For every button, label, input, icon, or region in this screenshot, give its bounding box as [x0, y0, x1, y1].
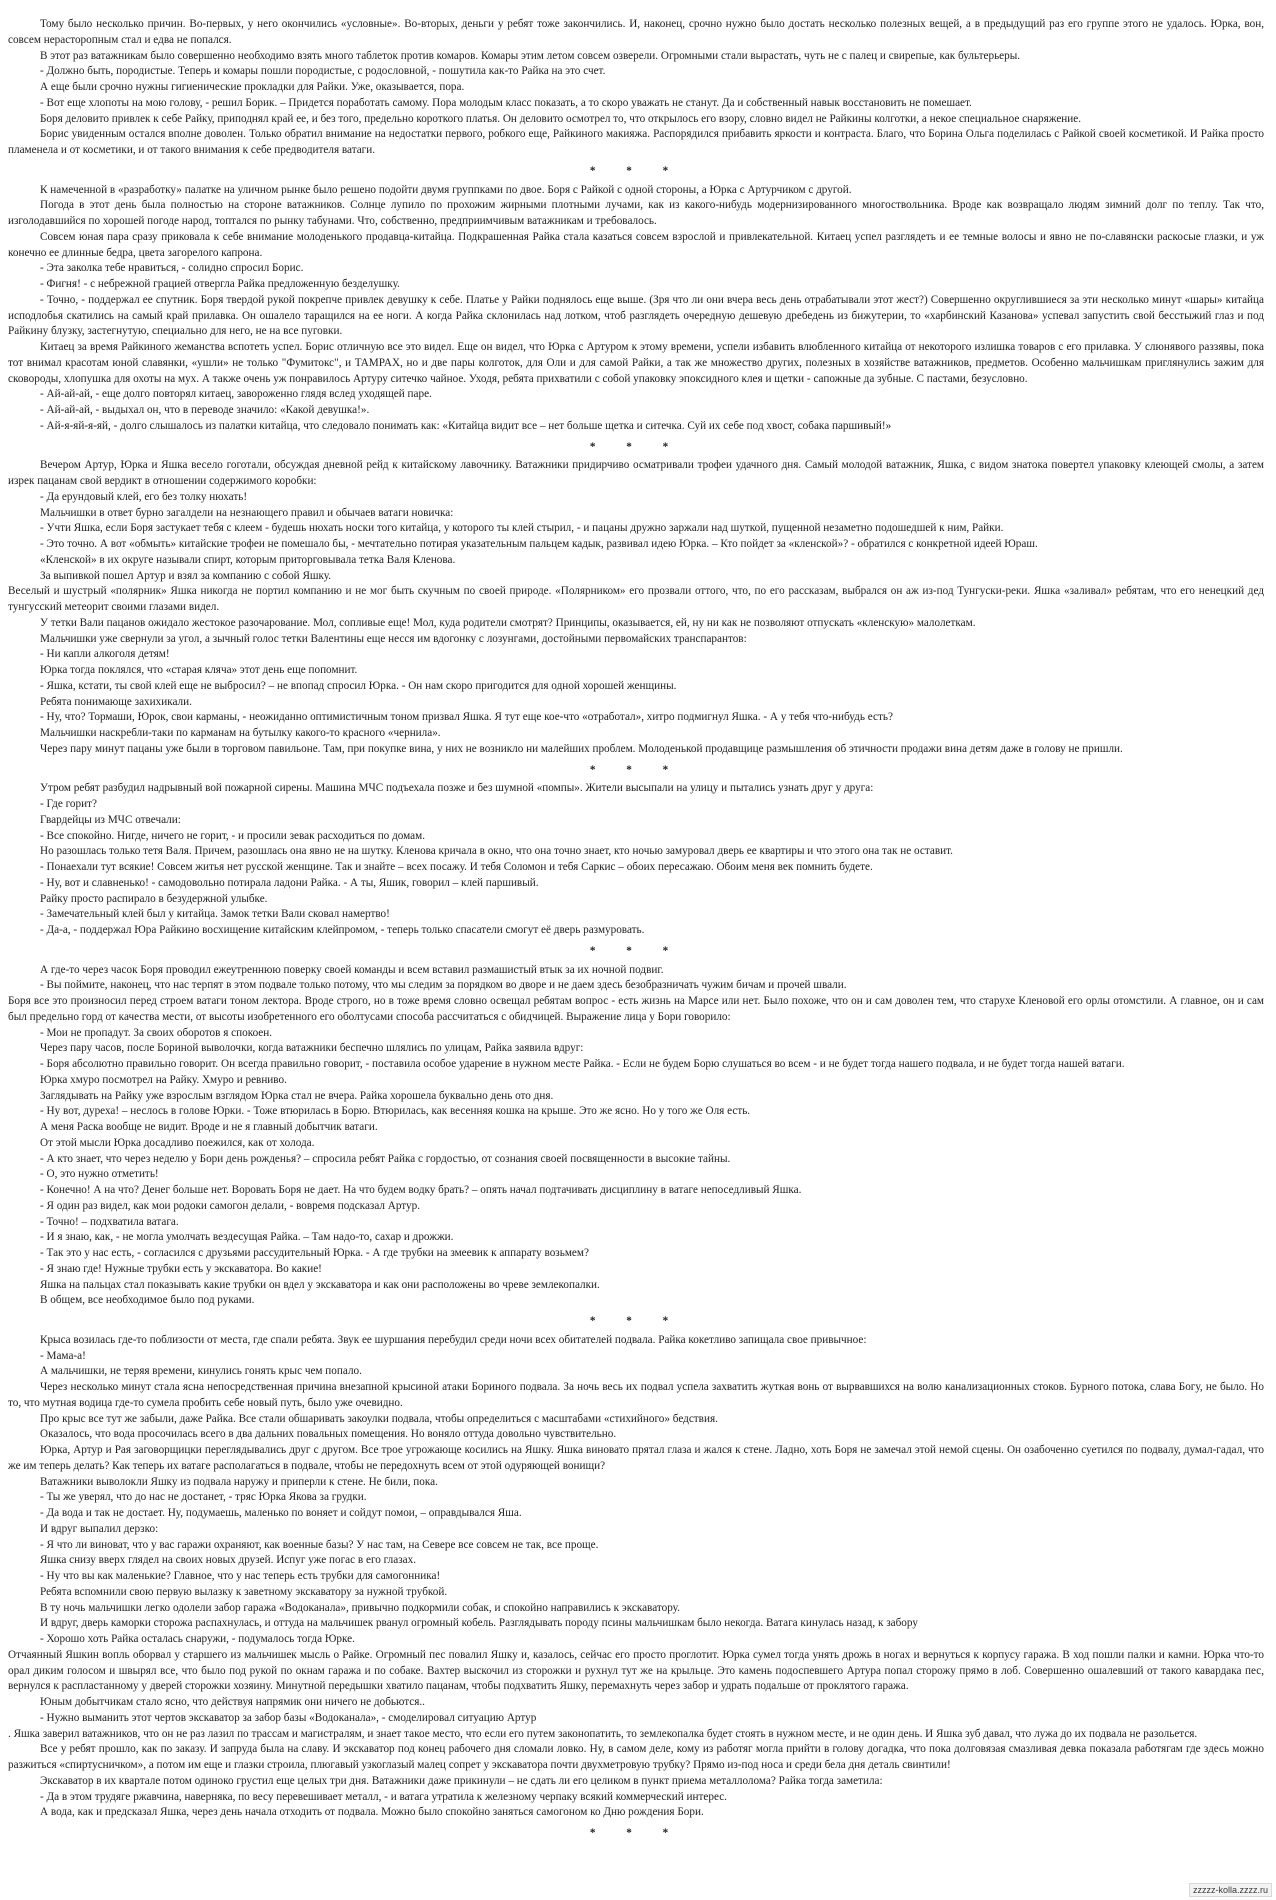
- paragraph: Яшка на пальцах стал показывать какие трубки он вдел у экскаватора и как они расположены во чреве землекопалки.: [40, 1278, 600, 1291]
- section-separator: * * *: [589, 1827, 683, 1839]
- paragraph: - Ну, вот и славненько! - самодовольно потирала ладони Райка. - А ты, Яшик, говорил – клей паршивый.: [40, 876, 539, 889]
- paragraph: - Да ерундовый клей, его без толку нюхать!: [40, 490, 248, 503]
- paragraph: - Ни капли алкоголя детям!: [40, 648, 170, 661]
- paragraph: В ту ночь мальчишки легко одолели забор гаража «Водоканала», привычно подкормили собак, и спокойно направились к экскаватору.: [40, 1601, 680, 1614]
- paragraph: И вдруг выпалил дерзко:: [40, 1522, 159, 1535]
- paragraph: Ребята понимающе захихикали.: [40, 695, 192, 708]
- paragraph: - Эта заколка тебе нравиться, - солидно спросил Борис.: [40, 262, 304, 275]
- paragraph: Крыса возилась где-то поблизости от места, где спали ребята. Звук ее шуршания перебудил среди ночи всех обитателей подвала. Райка кокетливо запищала свое привычное:: [40, 1333, 867, 1346]
- paragraph: - Все спокойно. Нигде, ничего не горит, - и просили зевак расходиться по домам.: [40, 829, 425, 842]
- paragraph: Мальчишки в ответ бурно загалдели на незнающего правил и обычаев ватаги новичка:: [40, 506, 454, 519]
- document-body: [8, 17, 1264, 1845]
- paragraph: Мальчишки уже свернули за угол, а зычный голос тетки Валентины еще несся им вдогонку с лозунгами, достойными первомайских транспарантов:: [40, 632, 747, 645]
- paragraph: Погода в этот день была полностью на стороне ватажников. Солнце лупило по прохожим жирными плотными лучами, как из какого-нибудь модернизированного многоствольника. Вроде как возвращало людям зимний долг по теплу. Так что, изголодавшийся по хорошей погоде народ, топтался по рынку табунами. Что, собственно, предприимчивым ватажникам и требовалось.: [8, 199, 1264, 227]
- paragraph: - Нужно выманить этот чертов экскаватор за забор базы «Водоканала», - смоделировал ситуацию Артур: [40, 1711, 537, 1724]
- paragraph: - Понаехали тут всякие! Совсем житья нет русской женщине. Так и знайте – всех посажу. И тебя Соломон и тебя Саркис – обоих пересажаю. Обоим меня век помнить будете.: [40, 861, 873, 873]
- paragraph: - Учти Яшка, если Боря застукает тебя с клеем - будешь нюхать носки того китайца, у которого ты клей стырил, - и пацаны дружно заржали над шуткой, пущенной незаметно подошедшей к ним, Райки.: [40, 522, 1004, 535]
- paragraph: - Да-а, - поддержал Юра Райкино восхищение китайским клейпромом, - теперь только спасатели смогут её дверь размуровать.: [40, 924, 645, 936]
- paragraph: - Да вода и так не достает. Ну, подумаешь, маленько по воняет и сойдут помои, – оправдывался Яша.: [40, 1507, 522, 1519]
- paragraph: - Вот еще хлопоты на мою голову, - решил Борик. – Придется поработать самому. Пора молодым класс показать, а то скоро уважать не станут. Да и собственный навык восстановить не помешает.: [40, 96, 972, 109]
- paragraph: - Конечно! А на что? Денег больше нет. Воровать Боря не дает. На что будем водку брать? – опять начал подтачивать дисциплину в ватаге непоседливый Яшка.: [40, 1184, 802, 1196]
- paragraph: - Я один раз видел, как мои родоки самогон делали, - вовремя подсказал Артур.: [40, 1199, 421, 1212]
- paragraph: Гвардейцы из МЧС отвечали:: [40, 813, 181, 826]
- paragraph: От этой мысли Юрка досадливо поежился, как от холода.: [40, 1136, 315, 1149]
- paragraph: - Ну, что? Тормаши, Юрок, свои карманы, - неожиданно оптимистичным тоном призвал Яшка. Я тут еще кое-что «отработал», хитро подмигнул Яшка. - А у тебя что-нибудь есть?: [40, 711, 893, 724]
- paragraph: - Фигня! - с небрежной грацией отвергла Райка предложенную безделушку.: [40, 278, 400, 290]
- section-separator: * * *: [589, 440, 683, 453]
- paragraph: - Должно быть, породистые. Теперь и комары пошли породистые, с родословной, - пошутила как-то Райка на это счет.: [40, 65, 606, 78]
- paragraph: В общем, все необходимое было под руками.: [40, 1294, 255, 1307]
- site-watermark: zzzzz-kolla.zzzz.ru: [1189, 1883, 1272, 1897]
- paragraph: Райку просто распирало в безудержной улыбке.: [40, 892, 268, 905]
- paragraph: За выпивкой пошел Артур и взял за компанию с собой Яшку.: [40, 569, 332, 582]
- paragraph: А еще были срочно нужны гигиенические прокладки для Райки. Уже, оказывается, пора.: [40, 81, 465, 93]
- paragraph: Яшка снизу вверх глядел на своих новых друзей. Испуг уже погас в его глазах.: [40, 1554, 417, 1567]
- paragraph: Боря все это произносил перед строем ватаги тоном лектора. Вроде строго, но в тоже время словно освещал ребятам вопрос - есть жизнь на Марсе или нет. Было похоже, что он и сам доволен тем, что старухе Кленовой его орлы отомстили. А главное, он и сам был предельно горд от качества мести, от высоты изобретенного его оболтусами способа рассчитаться с обидчицей. Выражение лица у Бори говорило:: [8, 995, 1264, 1023]
- paragraph: - Ай-я-яй-я-яй, - долго слышалось из палатки китайца, что следовало понимать как: «Китайца видит все – нет больше щетка и ситечка. Суй их себе под хвост, собака паршивый!»: [40, 419, 892, 432]
- paragraph: А где-то через часок Боря проводил ежеутреннюю поверку своей команды и всем вставил размашистый втык за их ночной подвиг.: [40, 963, 664, 976]
- paragraph: Ватажники выволокли Яшку из подвала наружу и приперли к стене. Не били, пока.: [40, 1475, 438, 1488]
- paragraph: - Точно! – подхватила ватага.: [40, 1215, 179, 1228]
- paragraph: У тетки Вали пацанов ожидало жестокое разочарование. Мол, сопливые еще! Мол, куда родители смотрят? Принципы, оказывается, ей, ну ни как не позволяют отпускать «кленскую» малолеткам.: [40, 616, 976, 629]
- paragraph: Юрка хмуро посмотрел на Райку. Хмуро и ревниво.: [40, 1073, 287, 1086]
- paragraph: Через пару минут пацаны уже были в торговом павильоне. Там, при покупке вина, у них не возникло ни малейших проблем. Молоденькой продавщице размышления об этичности продажи вина детям даже в голову не пришли.: [40, 742, 1123, 755]
- paragraph: Совсем юная пара сразу приковала к себе внимание молоденького продавца-китайца. Подкрашенная Райка стала казаться совсем взрослой и привлекательной. Китаец успел разглядеть и ее темные волосы и явно не по-славянски раскосые глазки, и уж конечно ее длинные бедра, цвета загорелого капрона.: [8, 230, 1264, 259]
- paragraph: Утром ребят разбудил надрывный вой пожарной сирены. Машина МЧС подъехала позже и без шумной «помпы». Жители высыпали на улицу и пытались узнать друг у друга:: [40, 782, 874, 795]
- section-separator: * * *: [589, 944, 683, 957]
- paragraph: Отчаянный Яшкин вопль оборвал у старшего из мальчишек мысль о Райке. Огромный пес повалил Яшку и, казалось, сейчас его просто проглотит. Юрка сумел тогда унять дрожь в ногах и вернуться к корпусу гаража. В ход пошли палки и камни. Юрка что-то орал диким голосом и швырял все, что было под рукой по окнам гаража и по собаке. Вахтер выскочил из сторожки и рухнул тут же на крыльце. Это камень подоспевшего Артура попал сторожу прямо в лоб. Совершенно ошалевший от такого кавардака пес, вернулся к распластанному у дверей сторожки хозяину. Минутной передышки хватило пацанам, чтобы подхватить Яшку, перемахнуть через забор и удрать подальше от проклятого гаража.: [8, 1648, 1264, 1693]
- paragraph: Все у ребят прошло, как по заказу. И запруда была на славу. И экскаватор под конец рабочего дня сломали ловко. Ну, в самом деле, кому из работяг могла прийти в голову догадка, что пока долговязая смазливая девка показала работягам где здесь можно разжиться «спиртусничком», а потом им еще и глазки строила, плюгавый узкоглазый малец сопрет у экскаватора почти двухметровую трубку? Прямо из-под носа и среди бела дня деталь свинтили!: [8, 1743, 1264, 1771]
- paragraph: Ребята вспомнили свою первую вылазку к заветному экскаватору за нужной трубкой.: [40, 1585, 448, 1598]
- paragraph: - Хорошо хоть Райка осталась снаружи, - подумалось тогда Юрке.: [40, 1633, 355, 1645]
- paragraph: Юным добытчикам стало ясно, что действуя напрямик они ничего не добьются..: [40, 1696, 425, 1708]
- paragraph: - Точно, - поддержал ее спутник. Боря твердой рукой покрепче привлек девушку к себе. Платье у Райки поднялось еще выше. (Зря что ли они вчера весь день отрабатывали этот жест?) Совершенно округлившиеся за эти несколько минут «шары» китайца исподлобья скатились на самый край прилавка. Он ошалело таращился на ее ноги. А когда Райка склонилась над лотком, чтоб разглядеть очередную дешевую дребедень из бижутерии, то «харбинский Казанова» успевал запустить свой бесстыжий глаз и под Райкину блузку, застегнутую, специально для него, не на все пуговки.: [8, 293, 1264, 338]
- paragraph: Тому было несколько причин. Во-первых, у него окончились «условные». Во-вторых, деньги у ребят тоже закончились. И, наконец, срочно нужно было достать несколько полезных вещей, а в предыдущий раз его группе этого не удалось. Юрка, вон, совсем нерасторопным стал и едва не попался.: [8, 18, 1264, 46]
- paragraph: А вода, как и предсказал Яшка, через день начала отходить от подвала. Можно было спокойно заняться самогоном ко Дню рождения Бори.: [40, 1806, 704, 1819]
- paragraph: - Вы поймите, наконец, что нас терпят в этом подвале только потому, что мы следим за порядком во дворе и не даем здесь безобразничать чужим бичам и прочей швали.: [40, 979, 847, 992]
- paragraph: - Это точно. А вот «обмыть» китайские трофеи не помешало бы, - мечтательно потирая указательным пальцем кадык, развивал идею Юрка. – Кто пойдет за «кленской»? - обратился с конкретной идеей Юраш.: [40, 538, 1038, 550]
- paragraph: - И я знаю, как, - не могла умолчать вездесущая Райка. – Там надо-то, сахар и дрожжи.: [40, 1231, 454, 1244]
- paragraph: Но разошлась только тетя Валя. Причем, разошлась она явно не на шутку. Кленова кричала в окно, что она точно знает, кто ночью замуровал дверь ее квартиры и что этого она так не оставит.: [40, 845, 953, 858]
- paragraph: Юрка тогда поклялся, что «старая кляча» этот день еще попомнит.: [40, 664, 358, 676]
- paragraph: В этот раз ватажникам было совершенно необходимо взять много таблеток против комаров. Комары этим летом совсем озверели. Огромными стали вырастать, чуть не с палец и свирепые, как бультерьеры.: [40, 49, 1021, 62]
- paragraph: - Мама-а!: [40, 1349, 86, 1362]
- paragraph: - Я знаю где! Нужные трубки есть у экскаватора. Во какие!: [40, 1262, 322, 1275]
- paragraph: Боря деловито привлек к себе Райку, приподнял край ее, и без того, предельно короткого платья. Он деловито осмотрел то, что открылось его взору, словно видел не Райкины колготки, а некое специальное снаряжение.: [40, 112, 1082, 125]
- paragraph: . Яшка заверил ватажников, что он не раз лазил по трассам и магистралям, и знает такое место, что если его путем законопатить, то землекопалка будет стоять в нужном месте, и не один день. И Яшка зуб давал, что лужа до их подвала не разольется.: [8, 1727, 1198, 1740]
- paragraph: - Ты же уверял, что до нас не достанет, - тряс Юрка Якова за грудки.: [40, 1491, 367, 1504]
- paragraph: - Я что ли виноват, что у вас гаражи охраняют, как военные базы? У нас там, на Севере все совсем не так, все проще.: [40, 1538, 599, 1551]
- paragraph: Оказалось, что вода просочилась всего в два дальних повальных помещения. Но воняло оттуда довольно чувствительно.: [40, 1428, 617, 1441]
- paragraph: Юрка, Артур и Рая заговорщицки переглядывались друг с другом. Все трое угрожающе косились на Яшку. Яшка виновато прятал глаза и жался к стене. Ладно, хоть Боря не замечал этой немой сцены. Он озабоченно суетился по подвалу, думал-гадал, что же им теперь делать? Как теперь их ватаге располагаться в подвале, чтобы не передохнуть всем от этой одуряющей вонищи?: [8, 1444, 1264, 1472]
- paragraph: Заглядывать на Райку уже взрослым взглядом Юрка стал не вчера. Райка хорошела буквально день ото дня.: [40, 1089, 554, 1102]
- paragraph: - Ай-ай-ай, - еще долго повторял китаец, завороженно глядя вслед уходящей паре.: [40, 388, 432, 401]
- section-separator: * * *: [589, 164, 683, 177]
- paragraph: - Где горит?: [40, 798, 97, 810]
- paragraph: - А кто знает, что через неделю у Бори день рожденья? – спросила ребят Райка с гордостью, от сознания своей посвященности в высокие тайны.: [40, 1152, 731, 1165]
- paragraph: - О, это нужно отметить!: [40, 1168, 159, 1181]
- paragraph: - Яшка, кстати, ты свой клей еще не выбросил? – не впопад спросил Юрка. - Он нам скоро пригодится для одной хорошей женщины.: [40, 679, 677, 692]
- paragraph: И вдруг, дверь каморки сторожа распахнулась, и оттуда на мальчишек рванул огромный кобель. Разглядывать породу псины мальчишкам было некогда. Ватага кинулась назад, к забору: [40, 1617, 918, 1630]
- paragraph: «Кленской» в их округе называли спирт, которым приторговывала тетка Валя Кленова.: [40, 553, 456, 566]
- paragraph: - Так это у нас есть, - согласился с друзьями рассудительный Юрка. - А где трубки на змеевик к аппарату возьмем?: [40, 1247, 589, 1259]
- paragraph: Веселый и шустрый «полярник» Яшка никогда не портил компанию и не мог быть скучным по своей природе. «Полярником» его прозвали оттого, что, по его рассказам, выбрался он аж из-под Тунгуски-реки. Яшка «заливал» ребятам, что его ненецкий дед тунгусский метеорит своими глазами видел.: [8, 585, 1264, 613]
- paragraph: - Ну что вы как маленькие? Главное, что у нас теперь есть трубки для самогонника!: [40, 1570, 441, 1582]
- paragraph: Борис увиденным остался вполне доволен. Только обратил внимание на недостатки первого, робкого еще, Райкиного макияжа. Распорядился прибавить яркости и контраста. Благо, что Борина Ольга поделилась с Райкой своей косметикой. И Райка просто пламенела и от косметики, и от такого внимания к себе предводителя ватаги.: [8, 128, 1264, 156]
- paragraph: - Замечательный клей был у китайца. Замок тетки Вали сковал намертво!: [40, 908, 390, 921]
- paragraph: Китаец за время Райкиного жеманства вспотеть успел. Борис отличную все это видел. Еще он видел, что Юрка с Артуром к этому времени, успели избавить влюбленного китайца от некоторого излишка товаров с его прилавка. У слюнявого раззявы, пока тот внимал красотам юной славянки, «ушли» не только "Фумитокс", и TAMPAX, но и две пары колготок, для Оли и для самой Райки, а так же множество других, полезных в хозяйстве ватажников, предметов. Особенно мальчишкам приглянулись зажим для сковороды, хлопушка для охоты на мух. А также очень уж понравилось Артуру ситечко чайное. Уходя, ребята прихватили с собой упаковку эпоксидного клея и щетки - сапожные да зубные. С пастами, безусловно.: [8, 341, 1264, 385]
- paragraph: Вечером Артур, Юрка и Яшка весело гоготали, обсуждая дневной рейд к китайскому лавочнику. Ватажники придирчиво осматривали трофеи удачного дня. Самый молодой ватажник, Яшка, с видом знатока повертел упаковку клеющей смолы, а затем изрек пацанам свой вердикт в отношении содержимого коробки:: [8, 459, 1264, 487]
- paragraph: Про крыс все тут же забыли, даже Райка. Все стали обшаривать закоулки подвала, чтобы определиться с масштабами «стихийного» бедствия.: [40, 1412, 718, 1425]
- paragraph: А меня Раска вообще не видит. Вроде и не я главный добытчик ватаги.: [40, 1121, 378, 1133]
- paragraph: К намеченной в «разработку» палатке на уличном рынке было решено подойти двумя группками по двое. Боря с Райкой с одной стороны, а Юрка с Артурчиком с другой.: [40, 183, 852, 196]
- paragraph: Через пару часов, после Бориной выволочки, когда ватажники беспечно шлялись по улицам, Райка заявила вдруг:: [40, 1042, 584, 1055]
- paragraph: - Ай-ай-ай, - выдыхал он, что в переводе значило: «Какой девушка!».: [40, 404, 370, 416]
- paragraph: А мальчишки, не теряя времени, кинулись гонять крыс чем попало.: [40, 1365, 362, 1378]
- section-separator: * * *: [589, 763, 683, 776]
- paragraph: Экскаватор в их квартале потом одиноко грустил еще целых три дня. Ватажники даже прикинули – не сдать ли его целиком в пункт приема металлолома? Райка тогда заметила:: [40, 1774, 883, 1787]
- paragraph: - Ну вот, дуреха! – неслось в голове Юрки. - Тоже втюрилась в Борю. Втюрилась, как весенняя кошка на крыше. Это же ясно. Но у того же Оля есть.: [40, 1105, 751, 1118]
- section-separator: * * *: [589, 1315, 683, 1327]
- paragraph: - Да в этом трудяге ржавчина, наверняка, по весу перевешивает металл, - и ватага утратила к железному черпаку всякий коммерческий интерес.: [40, 1790, 727, 1803]
- paragraph: Мальчишки наскребли-таки по карманам на бутылку какого-то красного «чернила».: [40, 727, 441, 739]
- paragraph: Через несколько минут стала ясна непосредственная причина внезапной крысиной атаки Бориного подвала. За ночь весь их подвал успела захватить жуткая вонь от вырвавшихся на волю канализационных стоков. Бурного потока, слава Богу, не было. Но то, что мутная водица где-то сумела пробить себе новый путь, было уже очевидно.: [8, 1381, 1264, 1409]
- paragraph: - Мои не пропадут. За своих оборотов я спокоен.: [40, 1026, 273, 1039]
- paragraph: - Боря абсолютно правильно говорит. Он всегда правильно говорит, - поставила особое ударение в нужном месте Райка. - Если не будем Борю слушаться во всем - и не будет тогда нашего подвала, и не будет тогда нашей ватаги.: [40, 1058, 1125, 1070]
